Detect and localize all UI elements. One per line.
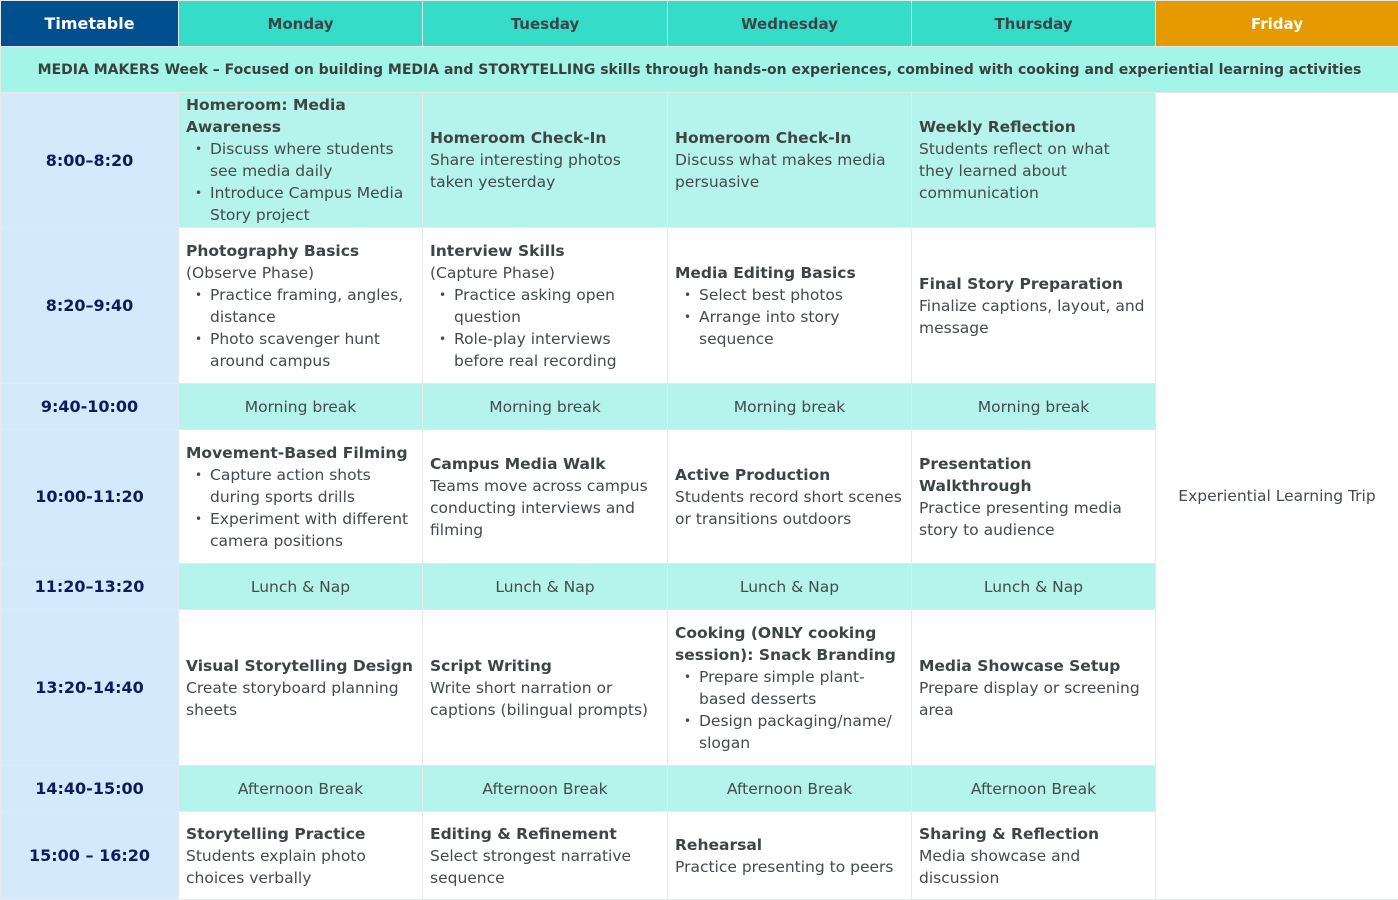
activity-cell [912, 228, 1156, 384]
bullet-item: • Role-play interviews before real recording [454, 328, 660, 372]
activity-desc: (Observe Phase) [186, 263, 315, 282]
bullet-item: • Select best photos [699, 284, 904, 306]
banner-row [1, 47, 1398, 93]
activity-bullets [675, 666, 904, 754]
activity-title: Campus Media Walk [430, 454, 606, 473]
activity-cell [179, 93, 423, 228]
break-cell: Morning break [912, 384, 1156, 430]
activity-cell [912, 430, 1156, 564]
table-row [1, 93, 1398, 228]
bullet-item: • Design packaging/name/ slogan [699, 710, 904, 754]
time-slot: 8:20–9:40 [1, 228, 179, 384]
time-slot: 9:40-10:00 [1, 384, 179, 430]
bullet-item: • Prepare simple plant-based desserts [699, 666, 904, 710]
day-header-wednesday: Wednesday [668, 1, 912, 47]
time-slot: 15:00 – 16:20 [1, 812, 179, 900]
day-header-friday: Friday [1156, 1, 1398, 47]
activity-cell [179, 610, 423, 766]
activity-bullets [675, 284, 904, 350]
activity-title: Visual Storytelling Design [186, 656, 413, 675]
activity-cell [179, 228, 423, 384]
activity-cell [423, 430, 668, 564]
activity-title: Photography Basics [186, 241, 360, 260]
activity-cell [668, 610, 912, 766]
bullet-item: • Photo scavenger hunt around campus [210, 328, 415, 372]
activity-title: Final Story Preparation [919, 274, 1124, 293]
activity-desc: Select strongest narrative sequence [430, 846, 632, 887]
activity-desc: Students explain photo choices verbally [186, 846, 366, 887]
activity-cell [912, 610, 1156, 766]
activity-desc: Discuss what makes media persuasive [675, 151, 886, 191]
activity-title: Cooking (ONLY cooking session): Snack Branding [675, 623, 896, 664]
activity-title: Active Production [675, 465, 831, 484]
bullet-item: • Practice framing, angles, distance [210, 284, 415, 328]
break-cell: Morning break [423, 384, 668, 430]
break-cell: Afternoon Break [912, 766, 1156, 812]
activity-title: Media Editing Basics [675, 263, 856, 282]
activity-title: Storytelling Practice [186, 824, 366, 843]
activity-desc: Practice presenting media story to audience [919, 498, 1122, 539]
activity-desc: Teams move across campus conducting interviews and filming [430, 476, 648, 539]
activity-cell [423, 610, 668, 766]
activity-title: Interview Skills [430, 241, 565, 260]
day-header-tuesday: Tuesday [423, 1, 668, 47]
activity-cell [912, 93, 1156, 228]
day-header-monday: Monday [179, 1, 423, 47]
activity-desc: Write short narration or captions (bilingual prompts) [430, 678, 649, 719]
time-slot: 13:20-14:40 [1, 610, 179, 766]
activity-title: Sharing & Reflection [919, 824, 1100, 843]
activity-title: Weekly Reflection [919, 118, 1076, 136]
activity-desc: Share interesting photos taken yesterday [430, 151, 621, 191]
break-cell: Lunch & Nap [668, 564, 912, 610]
activity-bullets [430, 284, 660, 372]
bullet-item: • Capture action shots during sports drills [210, 464, 415, 508]
break-cell: Afternoon Break [668, 766, 912, 812]
bullet-item: • Experiment with different camera positions [210, 508, 415, 552]
activity-cell [179, 812, 423, 900]
activity-title: Presentation Walkthrough [919, 454, 1032, 495]
activity-title: Homeroom Check-In [675, 129, 852, 147]
week-banner: MEDIA MAKERS Week – Focused on building MEDIA and STORYTELLING skills through hands-on experiences, combined with cooking and experiential learning activities [1, 47, 1398, 93]
time-slot: 14:40-15:00 [1, 766, 179, 812]
activity-cell [423, 93, 668, 228]
activity-desc: Finalize captions, layout, and message [919, 296, 1145, 337]
activity-bullets [186, 464, 415, 552]
header-row [1, 1, 1398, 47]
time-slot: 8:00–8:20 [1, 93, 179, 228]
activity-cell [668, 93, 912, 228]
activity-title: Homeroom: Media Awareness [186, 96, 346, 136]
activity-cell [423, 812, 668, 900]
activity-cell [912, 812, 1156, 900]
activity-bullets [186, 284, 415, 372]
bullet-item: • Arrange into story sequence [699, 306, 904, 350]
break-cell: Afternoon Break [423, 766, 668, 812]
activity-desc: Media showcase and discussion [919, 846, 1081, 887]
break-cell: Afternoon Break [179, 766, 423, 812]
bullet-item: • Discuss where students see media daily [210, 138, 415, 182]
activity-title: Movement-Based Filming [186, 443, 408, 462]
activity-title: Editing & Refinement [430, 824, 617, 843]
friday-activity: Experiential Learning Trip [1156, 93, 1398, 900]
activity-cell [668, 228, 912, 384]
activity-cell [179, 430, 423, 564]
break-cell: Morning break [179, 384, 423, 430]
activity-desc: (Capture Phase) [430, 263, 555, 282]
activity-bullets [186, 138, 415, 226]
day-header-thursday: Thursday [912, 1, 1156, 47]
timetable-header: Timetable [1, 1, 179, 47]
activity-title: Rehearsal [675, 835, 763, 854]
activity-desc: Create storyboard planning sheets [186, 678, 399, 719]
activity-cell [668, 812, 912, 900]
time-slot: 10:00-11:20 [1, 430, 179, 564]
activity-desc: Prepare display or screening area [919, 678, 1140, 719]
activity-title: Script Writing [430, 656, 552, 675]
time-slot: 11:20–13:20 [1, 564, 179, 610]
bullet-item: • Introduce Campus Media Story project [210, 182, 415, 226]
break-cell: Morning break [668, 384, 912, 430]
activity-cell [423, 228, 668, 384]
break-cell: Lunch & Nap [912, 564, 1156, 610]
bullet-item: • Practice asking open question [454, 284, 660, 328]
activity-desc: Students record short scenes or transitions outdoors [675, 487, 902, 528]
activity-desc: Practice presenting to peers [675, 857, 894, 876]
activity-desc: Students reflect on what they learned about communication [919, 140, 1110, 202]
activity-title: Homeroom Check-In [430, 129, 607, 147]
activity-title: Media Showcase Setup [919, 656, 1121, 675]
break-cell: Lunch & Nap [423, 564, 668, 610]
break-cell: Lunch & Nap [179, 564, 423, 610]
activity-cell [668, 430, 912, 564]
